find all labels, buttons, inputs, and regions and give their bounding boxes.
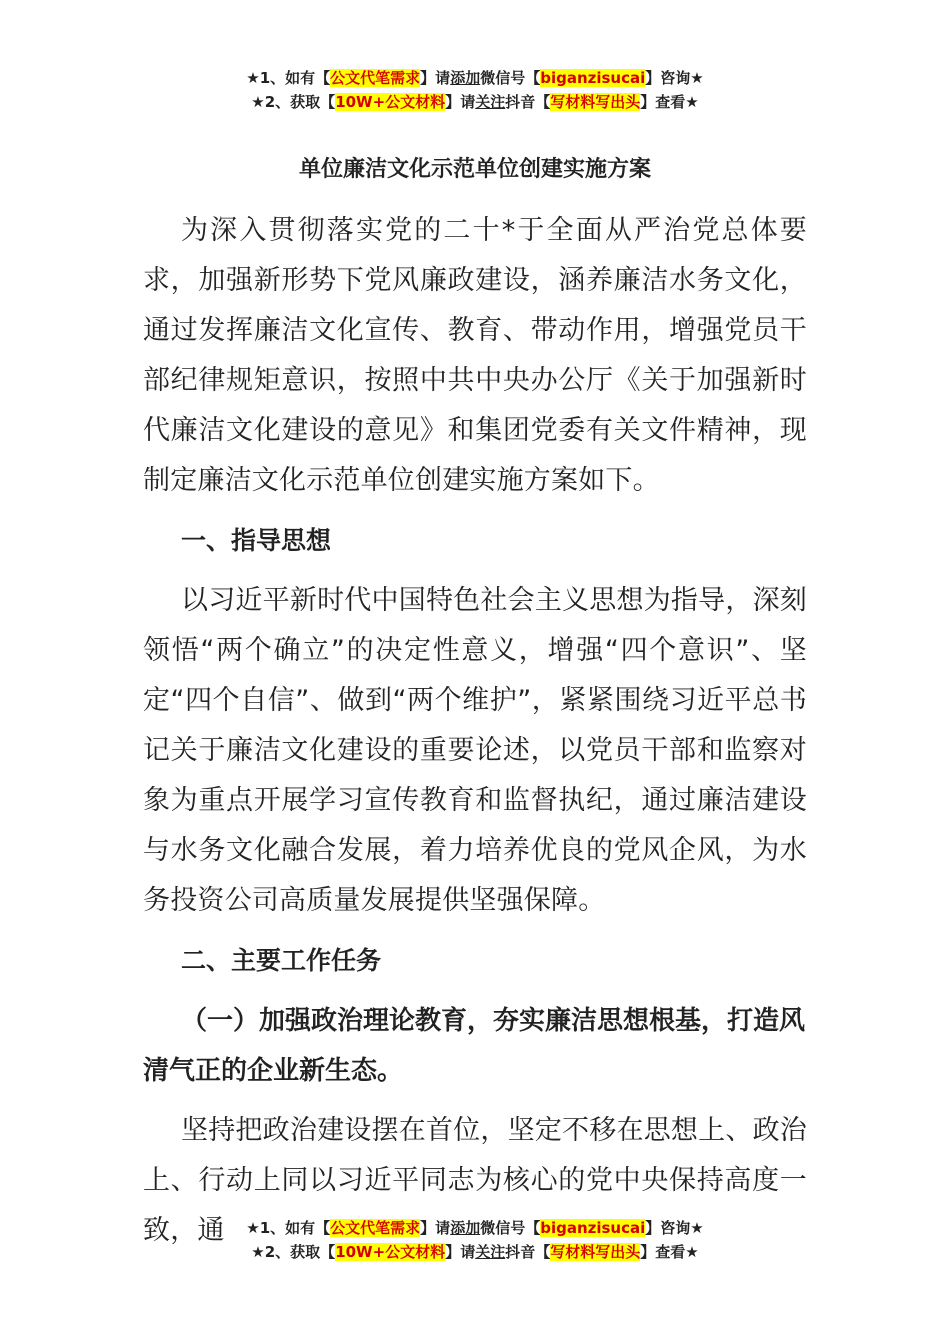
banner-line-1 — [0, 66, 950, 90]
banner-text: 】咨询★ — [645, 1219, 704, 1237]
banner-underlined: 关注 — [475, 1243, 506, 1261]
banner-text: 】咨询★ — [645, 69, 704, 87]
banner-text: 抖音【 — [505, 1243, 551, 1261]
footer-banner — [0, 1216, 950, 1264]
subsection-heading-1: （一）加强政治理论教育，夯实廉洁思想根基，打造风清气正的企业新生态。 — [143, 1006, 806, 1086]
intro-paragraph: 为深入贯彻落实党的二十*于全面从严治党总体要求，加强新形势下党风廉政建设，涵养廉洁水务文化，通过发挥廉洁文化宣传、教育、带动作用，增强党员干部纪律规矩意识，按照中共中央办公厅《关于加强新时代廉洁文化建设的意见》和集团党委有关文件精神，现制定廉洁文化示范单位创建实施方案如下。 — [143, 215, 807, 496]
section-1-paragraph: 以习近平新时代中国特色社会主义思想为指导，深刻领悟“两个确立”的决定性意义，增强“四个意识”、坚定“四个自信”、做到“两个维护”，紧紧围绕习近平总书记关于廉洁文化建设的重要论述，以党员干部和监察对象为重点开展学习宣传教育和监督执纪，通过廉洁建设与水务文化融合发展，着力培养优良的党风企风，为水务投资公司高质量发展提供坚强保障。 — [143, 585, 807, 916]
section-heading-1: 一、指导思想 — [181, 526, 332, 555]
document-title: 单位廉洁文化示范单位创建实施方案 — [298, 157, 651, 182]
banner-text: ★2、获取【 — [251, 93, 336, 111]
banner-text: 】查看★ — [640, 1243, 699, 1261]
banner-highlight: 10W+公文材料 — [335, 93, 446, 111]
banner-text: 】查看★ — [640, 93, 699, 111]
banner-highlight: 写材料写出头 — [550, 93, 641, 111]
banner-text: 】请 — [445, 1243, 476, 1261]
banner-highlight: 公文代笔需求 — [330, 1219, 421, 1237]
banner-text: ★2、获取【 — [251, 1243, 336, 1261]
banner-underlined: 添加 — [450, 1219, 481, 1237]
banner-text: 抖音【 — [505, 93, 551, 111]
section-heading-2: 二、主要工作任务 — [181, 946, 382, 975]
banner-underlined: 添加 — [450, 69, 481, 87]
banner-underlined: 关注 — [475, 93, 506, 111]
banner-highlight: 公文代笔需求 — [330, 69, 421, 87]
header-banner — [0, 66, 950, 114]
banner-text: 微信号【 — [480, 1219, 541, 1237]
banner-line-2 — [0, 90, 950, 114]
banner-line-1 — [0, 1216, 950, 1240]
banner-text: 微信号【 — [480, 69, 541, 87]
document-body — [143, 206, 807, 1256]
subsection-1-paragraph: 坚持把政治建设摆在首位，坚定不移在思想上、政治上、行动上同以习近平同志为核心的党中央保持高度一致，通 — [143, 1115, 807, 1246]
banner-line-2 — [0, 1240, 950, 1264]
banner-highlight: biganzisucai — [540, 1219, 646, 1237]
banner-highlight: 写材料写出头 — [550, 1243, 641, 1261]
banner-highlight: 10W+公文材料 — [335, 1243, 446, 1261]
banner-text: 】请 — [420, 69, 451, 87]
banner-highlight: biganzisucai — [540, 69, 646, 87]
banner-text: 】请 — [445, 93, 476, 111]
banner-text: ★1、如有【 — [246, 69, 331, 87]
banner-text: 】请 — [420, 1219, 451, 1237]
banner-text: ★1、如有【 — [246, 1219, 331, 1237]
